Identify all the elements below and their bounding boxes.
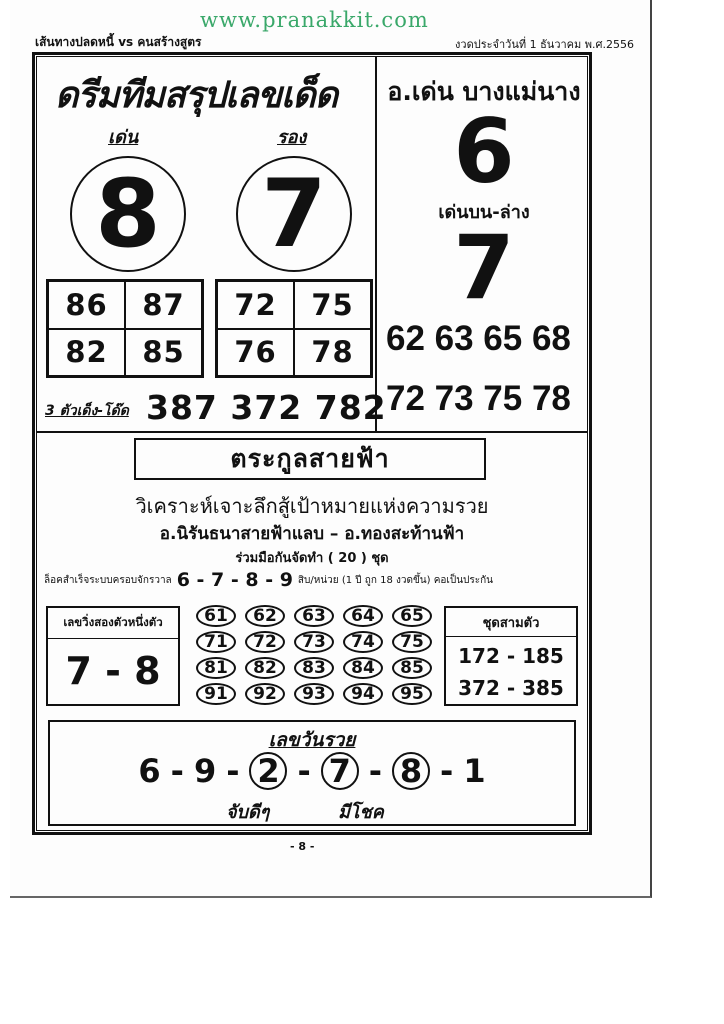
tarakul-authors: อ.นิรันธนาสายฟ้าแลบ – อ.ทองสะท้านฟ้า bbox=[159, 524, 465, 544]
oval-number: 83 bbox=[294, 657, 334, 679]
main-pair: 82 bbox=[48, 329, 125, 377]
run-two-box bbox=[46, 606, 180, 706]
sub-digit-circle bbox=[236, 156, 352, 272]
den-label: เด่นบน-ล่าง bbox=[438, 202, 530, 223]
tarakul-title: ตระกูลสายฟ้า bbox=[230, 444, 390, 473]
three-set-row-1: 172 - 185 bbox=[458, 644, 564, 668]
lucky-digit-circled: 2 bbox=[249, 752, 287, 790]
oval-number: 61 bbox=[196, 605, 236, 627]
lucky-title: เลขวันรวย bbox=[268, 729, 356, 751]
oval-number: 82 bbox=[245, 657, 285, 679]
main-pair: 85 bbox=[125, 329, 202, 377]
den-row-1: 62 63 65 68 bbox=[386, 319, 571, 358]
main-label: เด่น bbox=[108, 127, 139, 148]
formula-digits: 6 - 7 - 8 - 9 bbox=[176, 569, 293, 591]
main-digit-circle bbox=[70, 156, 186, 272]
oval-number: 92 bbox=[245, 683, 285, 705]
lucky-dash: - bbox=[297, 752, 311, 790]
oval-number: 75 bbox=[392, 631, 432, 653]
sub-digit: 7 bbox=[261, 159, 327, 269]
dream-team-title: ดรีมทีมสรุปเลขเด็ด bbox=[55, 75, 338, 116]
main-pair: 86 bbox=[48, 281, 125, 329]
sub-label: รอง bbox=[277, 127, 307, 148]
three-set-label: ชุดสามตัว bbox=[446, 608, 576, 637]
main-digit: 8 bbox=[95, 159, 161, 269]
lucky-dash: - bbox=[226, 752, 240, 790]
oval-number: 65 bbox=[392, 605, 432, 627]
tarakul-subtitle: วิเคราะห์เจาะลึกสู้เป้าหมายแห่งความรวย bbox=[135, 494, 489, 518]
oval-number: 71 bbox=[196, 631, 236, 653]
ajarn-den-title: อ.เด่น บางแม่นาง bbox=[387, 77, 581, 106]
run-two-value: 7 - 8 bbox=[65, 649, 161, 693]
oval-number: 81 bbox=[196, 657, 236, 679]
main-pair: 87 bbox=[125, 281, 202, 329]
tarakul-title-box bbox=[134, 438, 486, 480]
sub-pair: 78 bbox=[294, 329, 371, 377]
oval-number: 73 bbox=[294, 631, 334, 653]
oval-number: 63 bbox=[294, 605, 334, 627]
lucky-dash: - bbox=[440, 752, 454, 790]
vertical-divider bbox=[375, 56, 377, 432]
lucky-footer-right: มีโชค bbox=[338, 802, 384, 823]
oval-number: 62 bbox=[245, 605, 285, 627]
oval-number: 74 bbox=[343, 631, 383, 653]
header-draw-date: งวดประจำวันที่ 1 ธันวาคม พ.ศ.2556 bbox=[455, 38, 634, 51]
oval-number: 85 bbox=[392, 657, 432, 679]
lucky-dash: - bbox=[170, 752, 184, 790]
lucky-digit-circled: 7 bbox=[321, 752, 359, 790]
formula-line bbox=[44, 569, 584, 591]
lucky-digit: 1 bbox=[463, 752, 486, 790]
tarakul-series: ร่วมมือกันจัดทำ ( 20 ) ชุด bbox=[235, 551, 389, 566]
run-two-label: เลขวิ่งสองตัวหนึ่งตัว bbox=[48, 608, 178, 639]
sub-pair: 75 bbox=[294, 281, 371, 329]
three-digit-label: 3 ตัวเด็ง-โด๊ด bbox=[45, 403, 129, 419]
sub-pair: 76 bbox=[217, 329, 294, 377]
den-digit-bottom: 7 bbox=[453, 216, 515, 319]
lucky-dash: - bbox=[368, 752, 383, 790]
den-row-2: 72 73 75 78 bbox=[386, 379, 571, 418]
page-number: - 8 - bbox=[290, 840, 315, 853]
formula-prefix: ล็อคสำเร็จระบบครอบจักรวาล bbox=[44, 574, 172, 586]
site-watermark: www.pranakkit.com bbox=[200, 8, 429, 32]
oval-number: 72 bbox=[245, 631, 285, 653]
three-set-row-2: 372 - 385 bbox=[458, 676, 564, 700]
header-column-title: เส้นทางปลดหนี้ vs คนสร้างสูตร bbox=[35, 35, 202, 49]
main-pairs-grid bbox=[46, 279, 204, 378]
lucky-row bbox=[48, 752, 576, 790]
oval-number: 84 bbox=[343, 657, 383, 679]
three-set-box bbox=[444, 606, 578, 706]
oval-number: 93 bbox=[294, 683, 334, 705]
lucky-digit: 6 bbox=[138, 752, 161, 790]
lucky-digit-circled: 8 bbox=[392, 752, 430, 790]
sub-pair: 72 bbox=[217, 281, 294, 329]
oval-number: 91 bbox=[196, 683, 236, 705]
three-digit-numbers: 387 372 782 bbox=[146, 388, 387, 427]
lucky-digit: 9 bbox=[193, 752, 217, 790]
horizontal-divider bbox=[36, 431, 588, 433]
formula-suffix: สิบ/หน่วย (1 ปี ถูก 18 งวดขึ้น) คอเป็นประกัน bbox=[297, 574, 494, 586]
lucky-footer-left: จับดีๆ bbox=[226, 802, 270, 823]
den-digit-top: 6 bbox=[453, 100, 515, 203]
oval-number: 64 bbox=[343, 605, 383, 627]
sub-pairs-grid bbox=[215, 279, 373, 378]
oval-number: 94 bbox=[343, 683, 383, 705]
oval-number: 95 bbox=[392, 683, 432, 705]
